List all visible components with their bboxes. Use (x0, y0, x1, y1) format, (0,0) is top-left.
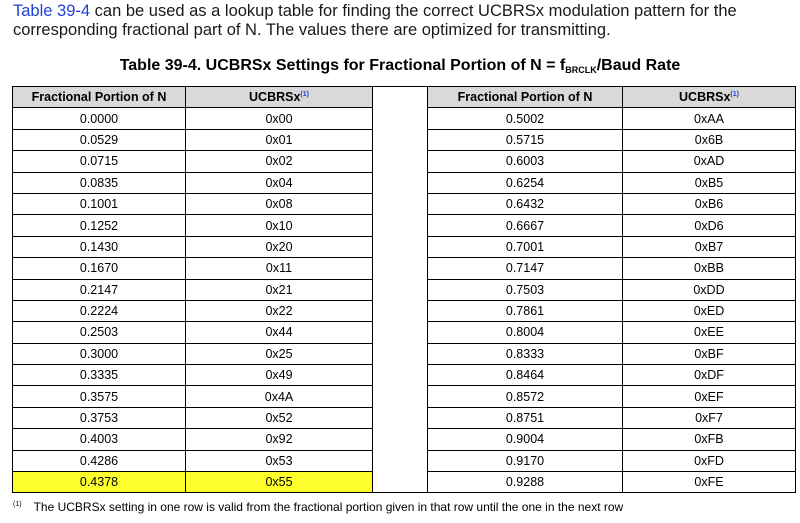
table-row (13, 236, 796, 257)
header-fraction-left: Fractional Portion of N (13, 87, 186, 108)
cell-ucbrsx-right: 0xB6 (623, 193, 796, 214)
cell-fraction-right: 0.9288 (428, 472, 623, 493)
cell-fraction-left: 0.1252 (13, 215, 186, 236)
cell-ucbrsx-right: 0xBF (623, 343, 796, 364)
caption-suffix: /Baud Rate (596, 57, 681, 74)
gap-cell (373, 429, 428, 450)
cell-fraction-left: 0.3000 (13, 343, 186, 364)
table-row (13, 365, 796, 386)
cell-ucbrsx-left: 0x21 (186, 279, 373, 300)
table-reference-link[interactable]: Table 39-4 (13, 2, 91, 20)
gap-cell (373, 108, 428, 129)
table-row (13, 193, 796, 214)
gap-cell (373, 343, 428, 364)
cell-ucbrsx-left: 0x00 (186, 108, 373, 129)
cell-fraction-left: 0.1430 (13, 236, 186, 257)
table-row (13, 108, 796, 129)
cell-fraction-right: 0.5002 (428, 108, 623, 129)
cell-fraction-right: 0.6254 (428, 172, 623, 193)
caption-prefix: Table 39-4. UCBRSx Settings for Fractional Portion of N = f (119, 57, 566, 74)
cell-ucbrsx-right: 0xEF (623, 386, 796, 407)
cell-fraction-left: 0.3575 (13, 386, 186, 407)
intro-paragraph (13, 2, 793, 40)
cell-ucbrsx-right: 0xFD (623, 450, 796, 471)
cell-fraction-left: 0.4003 (13, 429, 186, 450)
cell-ucbrsx-right: 0xFB (623, 429, 796, 450)
table-row (13, 151, 796, 172)
table-row (13, 450, 796, 471)
cell-ucbrsx-right: 0xFE (623, 472, 796, 493)
table-row (13, 322, 796, 343)
cell-fraction-left: 0.1001 (13, 193, 186, 214)
cell-fraction-right: 0.6003 (428, 151, 623, 172)
table-row (13, 172, 796, 193)
cell-ucbrsx-left: 0x53 (186, 450, 373, 471)
footnote-ref[interactable]: (1) (300, 91, 309, 99)
gap-cell (373, 172, 428, 193)
header-fraction-right: Fractional Portion of N (428, 87, 623, 108)
cell-fraction-right: 0.6432 (428, 193, 623, 214)
table-row (13, 215, 796, 236)
cell-fraction-right: 0.6667 (428, 215, 623, 236)
header-ucbrsx-right: UCBRSx$^{(1)}$ (623, 87, 796, 108)
cell-fraction-left: 0.3753 (13, 407, 186, 428)
cell-fraction-left: 0.0529 (13, 129, 186, 150)
table-row (13, 300, 796, 321)
cell-fraction-left: 0.0000 (13, 108, 186, 129)
cell-fraction-right: 0.8004 (428, 322, 623, 343)
cell-ucbrsx-left: 0x92 (186, 429, 373, 450)
gap-cell (373, 322, 428, 343)
cell-ucbrsx-right: 0xDF (623, 365, 796, 386)
table-row (13, 279, 796, 300)
caption-subscript: BRCLK (565, 65, 597, 75)
gap-cell (373, 365, 428, 386)
cell-ucbrsx-right: 0xAD (623, 151, 796, 172)
cell-fraction-left: 0.2503 (13, 322, 186, 343)
table-row (13, 343, 796, 364)
gap-cell (373, 407, 428, 428)
cell-ucbrsx-right: 0xED (623, 300, 796, 321)
cell-ucbrsx-left: 0x4A (186, 386, 373, 407)
table-row (13, 429, 796, 450)
cell-ucbrsx-left: 0x20 (186, 236, 373, 257)
cell-fraction-right: 0.9170 (428, 450, 623, 471)
table-row (13, 129, 796, 150)
cell-ucbrsx-left: 0x44 (186, 322, 373, 343)
table-row (13, 386, 796, 407)
cell-fraction-right: 0.8464 (428, 365, 623, 386)
table-header-row (13, 87, 796, 108)
cell-ucbrsx-left: 0x52 (186, 407, 373, 428)
cell-fraction-right: 0.7147 (428, 258, 623, 279)
cell-ucbrsx-right: 0xBB (623, 258, 796, 279)
footnote-marker: (1) (13, 501, 22, 508)
cell-ucbrsx-right: 0x6B (623, 129, 796, 150)
footnote-ref[interactable]: (1) (730, 91, 739, 99)
cell-ucbrsx-right: 0xAA (623, 108, 796, 129)
gap-cell (373, 472, 428, 493)
header-ucbrsx-left: UCBRSx$^{(1)}$ (186, 87, 373, 108)
cell-fraction-left: 0.2224 (13, 300, 186, 321)
gap-cell (373, 258, 428, 279)
cell-ucbrsx-left: 0x02 (186, 151, 373, 172)
cell-fraction-right: 0.9004 (428, 429, 623, 450)
cell-ucbrsx-left: 0x10 (186, 215, 373, 236)
table-row (13, 407, 796, 428)
cell-ucbrsx-right: 0xD6 (623, 215, 796, 236)
footnote (13, 497, 623, 515)
cell-ucbrsx-left: 0x25 (186, 343, 373, 364)
table-caption (0, 56, 800, 80)
cell-ucbrsx-right: 0xF7 (623, 407, 796, 428)
cell-fraction-right: 0.7861 (428, 300, 623, 321)
footnote-text: The UCBRSx setting in one row is valid from the fractional portion given in that row until the one in the next row (33, 500, 624, 514)
cell-ucbrsx-left: 0x55 (186, 472, 373, 493)
gap-cell (373, 215, 428, 236)
cell-ucbrsx-right: 0xB7 (623, 236, 796, 257)
cell-ucbrsx-right: 0xB5 (623, 172, 796, 193)
cell-fraction-left: 0.4286 (13, 450, 186, 471)
cell-fraction-right: 0.8572 (428, 386, 623, 407)
intro-text: can be used as a lookup table for finding the correct UCBRSx modulation pattern for the corresponding fractional part of N. The values there are optimized for transmitting. (13, 2, 737, 39)
cell-fraction-right: 0.8751 (428, 407, 623, 428)
cell-ucbrsx-right: 0xDD (623, 279, 796, 300)
table-row (13, 472, 796, 493)
cell-fraction-right: 0.8333 (428, 343, 623, 364)
gap-cell (373, 386, 428, 407)
gap-cell (373, 129, 428, 150)
gap-cell (373, 193, 428, 214)
cell-ucbrsx-left: 0x49 (186, 365, 373, 386)
cell-fraction-left: 0.2147 (13, 279, 186, 300)
cell-fraction-right: 0.7503 (428, 279, 623, 300)
gap-cell (373, 236, 428, 257)
gap-cell (373, 151, 428, 172)
cell-ucbrsx-left: 0x11 (186, 258, 373, 279)
cell-ucbrsx-left: 0x08 (186, 193, 373, 214)
cell-fraction-left: 0.4378 (13, 472, 186, 493)
header-gap (373, 87, 428, 108)
table-row (13, 258, 796, 279)
cell-ucbrsx-left: 0x22 (186, 300, 373, 321)
cell-ucbrsx-left: 0x01 (186, 129, 373, 150)
cell-fraction-left: 0.0835 (13, 172, 186, 193)
gap-cell (373, 450, 428, 471)
cell-fraction-left: 0.0715 (13, 151, 186, 172)
cell-fraction-right: 0.7001 (428, 236, 623, 257)
cell-ucbrsx-left: 0x04 (186, 172, 373, 193)
gap-cell (373, 300, 428, 321)
cell-fraction-left: 0.1670 (13, 258, 186, 279)
cell-fraction-right: 0.5715 (428, 129, 623, 150)
ucbrsx-lookup-table (12, 86, 796, 493)
gap-cell (373, 279, 428, 300)
cell-fraction-left: 0.3335 (13, 365, 186, 386)
cell-ucbrsx-right: 0xEE (623, 322, 796, 343)
